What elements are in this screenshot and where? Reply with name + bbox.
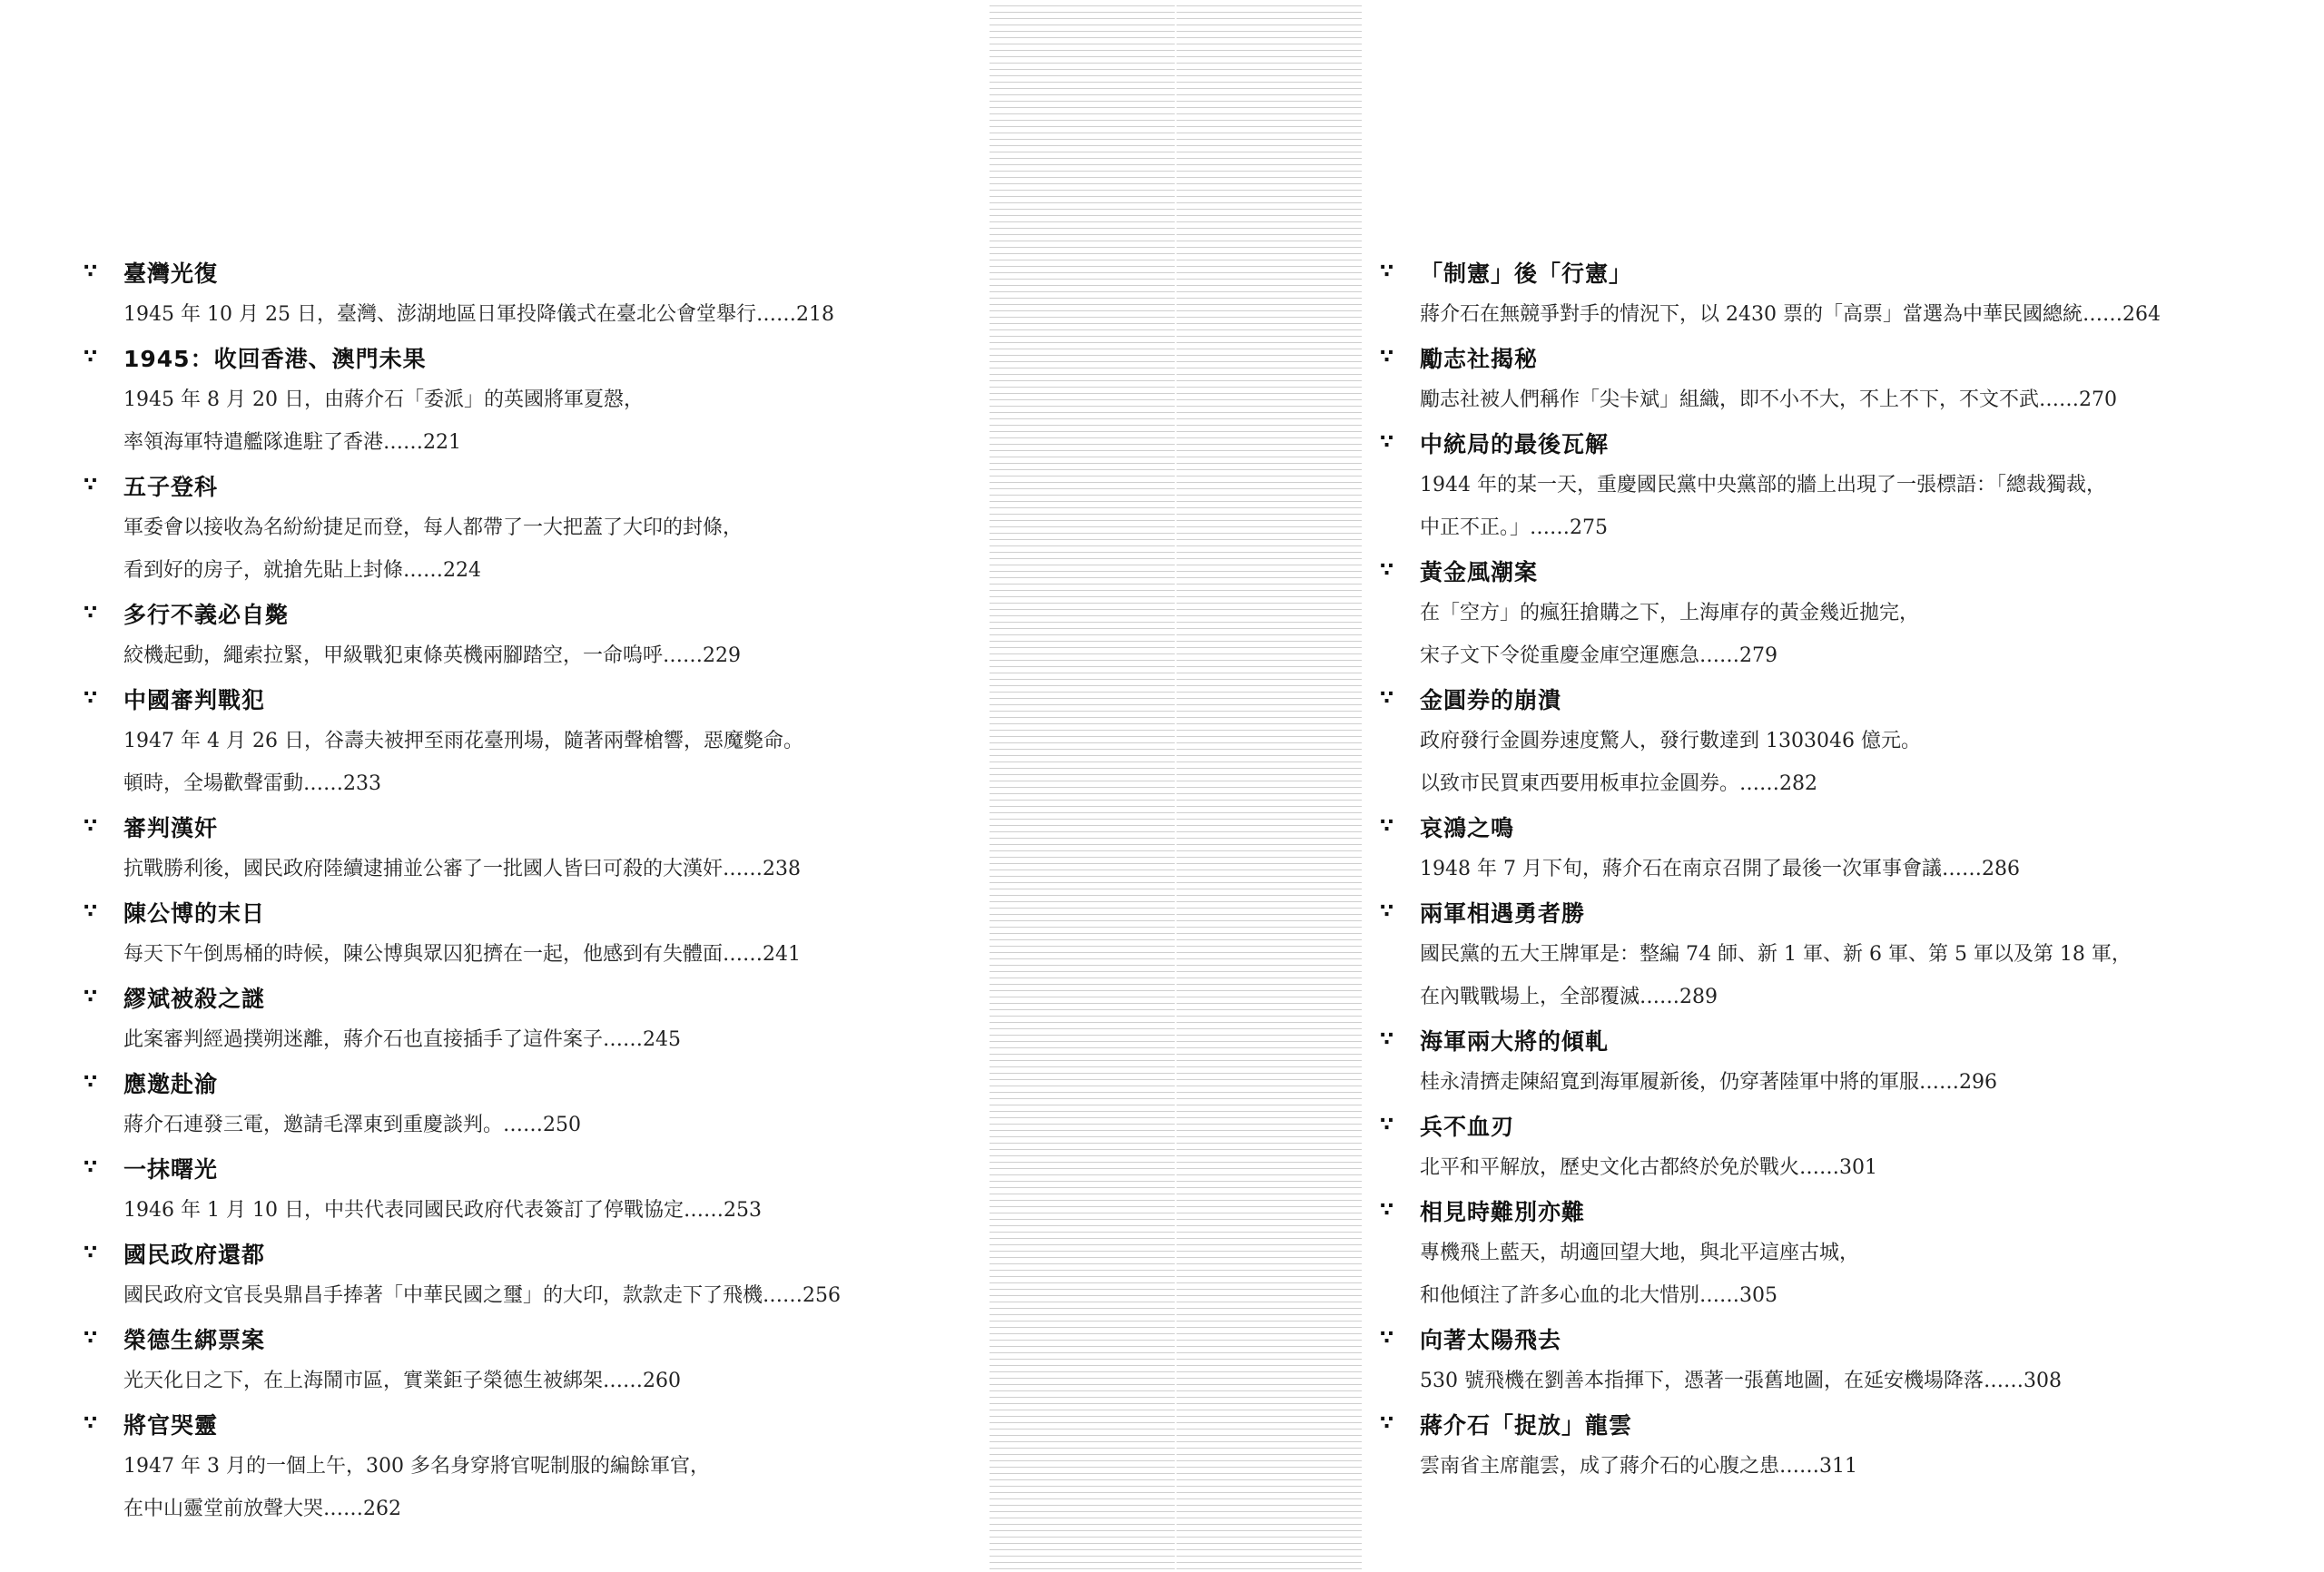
entry-title: 繆斌被殺之謎 (123, 985, 266, 1012)
entry-description-line: 1946 年 1 月 10 日，中共代表同國民政府代表簽訂了停戰協定……253 (123, 1199, 762, 1222)
entry-title: 臺灣光復 (123, 260, 219, 287)
entry-description-line: 看到好的房子，就搶先貼上封條……224 (123, 559, 481, 582)
entry-heading (84, 251, 973, 293)
entry-heading (84, 1061, 973, 1104)
entry-description-line: 1944 年的某一天，重慶國民黨中央黨部的牆上出現了一張標語：「總裁獨裁， (1420, 474, 2106, 496)
entry-heading (1380, 421, 2306, 464)
entry-heading (84, 677, 973, 720)
toc-entry (84, 677, 973, 805)
because-bullet-icon: ∵ (1380, 346, 1395, 368)
toc-entry (1380, 1018, 2306, 1104)
entry-description-line: 此案審判經過撲朔迷離，蔣介石也直接插手了這件案子……245 (123, 1028, 681, 1051)
entry-heading (1380, 336, 2306, 378)
entry-heading (1380, 1189, 2306, 1232)
entry-title: 向著太陽飛去 (1420, 1326, 1562, 1353)
toc-entry (84, 464, 973, 592)
entry-description-line: 國民政府文官長吳鼎昌手捧著「中華民國之璽」的大印，款款走下了飛機……256 (123, 1284, 841, 1307)
because-bullet-icon: ∵ (1380, 815, 1395, 838)
entry-description-line: 蔣介石在無競爭對手的情況下，以 2430 票的「高票」當選為中華民國總統……264 (1420, 303, 2161, 326)
entry-heading (1380, 251, 2306, 293)
toc-entry (84, 336, 973, 464)
entry-title: 兩軍相遇勇者勝 (1420, 899, 1586, 927)
entry-heading (84, 1146, 973, 1189)
because-bullet-icon: ∵ (84, 1412, 99, 1435)
entry-description-line: 在中山靈堂前放聲大哭……262 (123, 1498, 401, 1520)
entry-title: 哀鴻之鳴 (1420, 814, 1515, 841)
entry-title: 海軍兩大將的傾軋 (1420, 1027, 1610, 1055)
toc-entry (84, 1146, 973, 1232)
entry-title: 多行不義必自斃 (123, 601, 290, 628)
because-bullet-icon: ∵ (1380, 1412, 1395, 1435)
entry-heading (84, 1402, 973, 1445)
toc-left-column (84, 251, 973, 1530)
entry-heading (84, 805, 973, 848)
entry-description-line: 軍委會以接收為名紛紛捷足而登，每人都帶了一大把蓋了大印的封條， (123, 516, 743, 539)
entry-heading (1380, 1018, 2306, 1061)
entry-description-line: 勵志社被人們稱作「尖卡斌」組織，即不小不大，不上不下，不文不武……270 (1420, 388, 2117, 411)
entry-description-line: 在「空方」的瘋狂搶購之下，上海庫存的黃金幾近拋完， (1420, 602, 1920, 624)
because-bullet-icon: ∵ (1380, 1028, 1395, 1051)
entry-title: 審判漢奸 (123, 814, 219, 841)
because-bullet-icon: ∵ (84, 1242, 99, 1264)
entry-heading (1380, 805, 2306, 848)
toc-entry (1380, 1189, 2306, 1317)
entry-title: 應邀赴渝 (123, 1070, 219, 1097)
entry-title: 中國審判戰犯 (123, 686, 266, 713)
entry-heading (84, 464, 973, 506)
toc-entry (1380, 421, 2306, 549)
entry-description-line: 抗戰勝利後，國民政府陸續逮捕並公審了一批國人皆曰可殺的大漢奸……238 (123, 858, 801, 880)
entry-title: 五子登科 (123, 473, 219, 500)
entry-heading (84, 1232, 973, 1274)
toc-entry (1380, 1402, 2306, 1488)
toc-entry (84, 1061, 973, 1146)
entry-heading (84, 890, 973, 933)
toc-entry (1380, 890, 2306, 1018)
entry-description-line: 國民黨的五大王牌軍是：整編 74 師、新 1 軍、新 6 軍、第 5 軍以及第 18 軍， (1420, 943, 2132, 966)
entry-description-line: 在內戰戰場上，全部覆滅……289 (1420, 986, 1718, 1008)
because-bullet-icon: ∵ (84, 900, 99, 923)
because-bullet-icon: ∵ (84, 602, 99, 624)
entry-title: 金圓券的崩潰 (1420, 686, 1562, 713)
toc-entry (1380, 336, 2306, 421)
gutter-seam (1175, 0, 1177, 1572)
toc-entry (1380, 805, 2306, 890)
because-bullet-icon: ∵ (1380, 559, 1395, 582)
toc-entry (1380, 1317, 2306, 1402)
entry-title: 榮德生綁票案 (123, 1326, 266, 1353)
entry-title: 1945：收回香港、澳門未果 (123, 345, 427, 372)
because-bullet-icon: ∵ (84, 1156, 99, 1179)
entry-description-line: 北平和平解放，歷史文化古都終於免於戰火……301 (1420, 1156, 1877, 1179)
entry-description-line: 以致市民買東西要用板車拉金圓券。……282 (1420, 772, 1817, 795)
entry-title: 勵志社揭秘 (1420, 345, 1539, 372)
because-bullet-icon: ∵ (84, 1327, 99, 1350)
entry-title: 黃金風潮案 (1420, 558, 1539, 585)
entry-title: 相見時難別亦難 (1420, 1198, 1586, 1225)
toc-entry (1380, 1104, 2306, 1189)
entry-description-line: 率領海軍特遣艦隊進駐了香港……221 (123, 431, 461, 454)
entry-description-line: 1945 年 8 月 20 日，由蔣介石「委派」的英國將軍夏慤， (123, 388, 644, 411)
entry-description-line: 1947 年 4 月 26 日，谷壽夫被押至雨花臺刑場，隨著兩聲槍響，惡魔斃命。 (123, 730, 803, 752)
entry-title: 陳公博的末日 (123, 899, 266, 927)
entry-heading (1380, 1104, 2306, 1146)
center-gutter (990, 0, 1362, 1572)
entry-description-line: 桂永清擠走陳紹寬到海軍履新後，仍穿著陸軍中將的軍服……296 (1420, 1071, 1997, 1094)
toc-entry (84, 251, 973, 336)
because-bullet-icon: ∵ (84, 986, 99, 1008)
because-bullet-icon: ∵ (1380, 687, 1395, 710)
entry-description-line: 專機飛上藍天，胡適回望大地，與北平這座古城， (1420, 1242, 1860, 1264)
toc-entry (84, 1317, 973, 1402)
entry-description-line: 中正不正。」……275 (1420, 516, 1608, 539)
entry-description-line: 蔣介石連發三電，邀請毛澤東到重慶談判。……250 (123, 1114, 581, 1136)
toc-entry (1380, 251, 2306, 336)
because-bullet-icon: ∵ (84, 687, 99, 710)
entry-heading (1380, 677, 2306, 720)
because-bullet-icon: ∵ (1380, 260, 1395, 283)
because-bullet-icon: ∵ (1380, 1114, 1395, 1136)
because-bullet-icon: ∵ (1380, 1199, 1395, 1222)
toc-right-column (1380, 251, 2306, 1488)
toc-entry (84, 1232, 973, 1317)
entry-description-line: 雲南省主席龍雲，成了蔣介石的心腹之患……311 (1420, 1455, 1857, 1478)
because-bullet-icon: ∵ (84, 474, 99, 496)
entry-title: 一抹曙光 (123, 1155, 219, 1183)
because-bullet-icon: ∵ (84, 815, 99, 838)
entry-description-line: 1948 年 7 月下旬，蔣介石在南京召開了最後一次軍事會議……286 (1420, 858, 2020, 880)
entry-description-line: 政府發行金圓券速度驚人，發行數達到 1303046 億元。 (1420, 730, 1921, 752)
entry-title: 兵不血刃 (1420, 1113, 1515, 1140)
entry-description-line: 頓時，全場歡聲雷動……233 (123, 772, 381, 795)
entry-heading (1380, 1317, 2306, 1360)
toc-entry (1380, 549, 2306, 677)
because-bullet-icon: ∵ (1380, 431, 1395, 454)
entry-description-line: 每天下午倒馬桶的時候，陳公博與眾囚犯擠在一起，他感到有失體面……241 (123, 943, 801, 966)
entry-description-line: 絞機起動，繩索拉緊，甲級戰犯東條英機兩腳踏空，一命嗚呼……229 (123, 644, 741, 667)
toc-entry (84, 805, 973, 890)
entry-description-line: 1945 年 10 月 25 日，臺灣、澎湖地區日軍投降儀式在臺北公會堂舉行……218 (123, 303, 834, 326)
because-bullet-icon: ∵ (84, 260, 99, 283)
entry-heading (1380, 1402, 2306, 1445)
toc-entry (84, 1402, 973, 1530)
entry-heading (84, 336, 973, 378)
because-bullet-icon: ∵ (1380, 1327, 1395, 1350)
entry-description-line: 1947 年 3 月的一個上午，300 多名身穿將官呢制服的編餘軍官， (123, 1455, 710, 1478)
because-bullet-icon: ∵ (84, 1071, 99, 1094)
entry-heading (84, 592, 973, 634)
entry-title: 蔣介石「捉放」龍雲 (1420, 1411, 1633, 1439)
entry-heading (84, 1317, 973, 1360)
entry-description-line: 和他傾注了許多心血的北大惜別……305 (1420, 1284, 1777, 1307)
entry-title: 「制憲」後「行憲」 (1420, 260, 1633, 287)
entry-heading (1380, 549, 2306, 592)
entry-heading (1380, 890, 2306, 933)
toc-entry (84, 592, 973, 677)
entry-description-line: 宋子文下令從重慶金庫空運應急……279 (1420, 644, 1777, 667)
entry-description-line: 光天化日之下，在上海鬧市區，實業鉅子榮德生被綁架……260 (123, 1370, 681, 1392)
because-bullet-icon: ∵ (1380, 900, 1395, 923)
entry-title: 國民政府還都 (123, 1241, 266, 1268)
entry-heading (84, 976, 973, 1018)
toc-entry (84, 976, 973, 1061)
entry-title: 中統局的最後瓦解 (1420, 430, 1610, 457)
entry-title: 將官哭靈 (123, 1411, 219, 1439)
toc-entry (1380, 677, 2306, 805)
because-bullet-icon: ∵ (84, 346, 99, 368)
entry-description-line: 530 號飛機在劉善本指揮下，憑著一張舊地圖，在延安機場降落……308 (1420, 1370, 2062, 1392)
toc-entry (84, 890, 973, 976)
